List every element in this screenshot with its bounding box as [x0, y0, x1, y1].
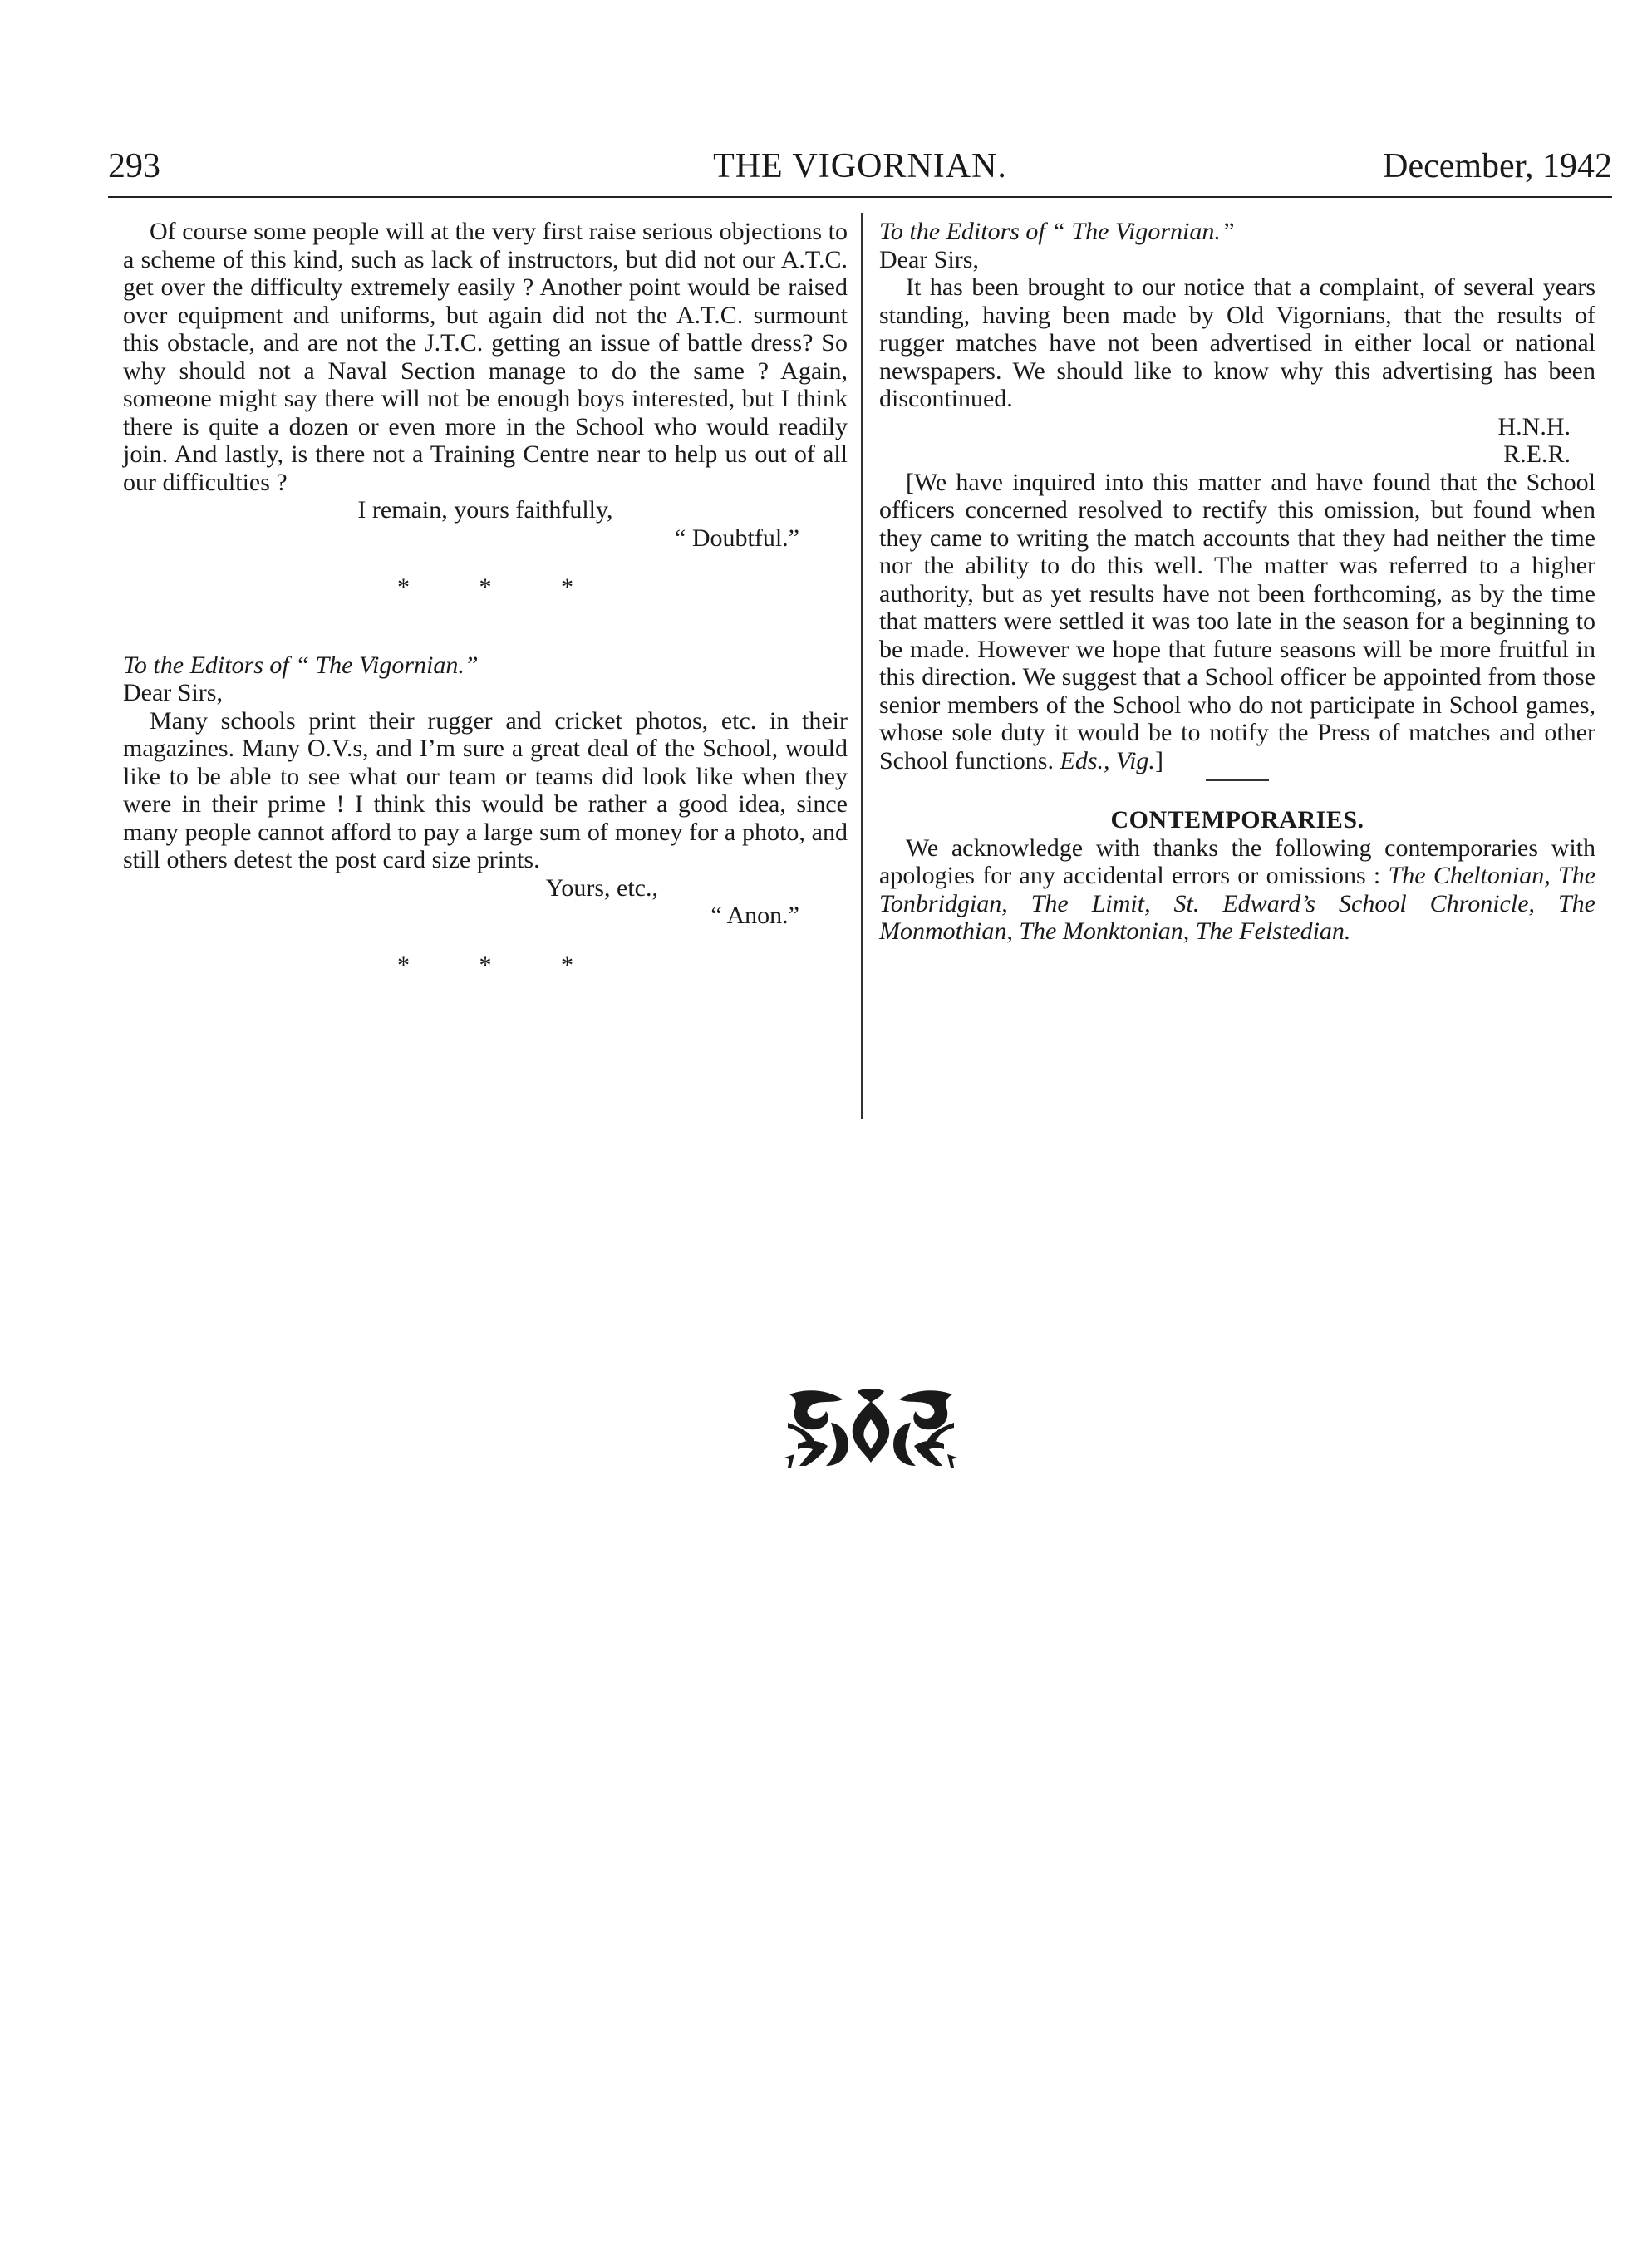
contemporaries-intro: We acknowledge with thanks the following contemporaries with apologies for any accidental errors or omissions :: [879, 833, 1595, 889]
letter-anon-address: To the Editors of “ The Vigornian.”: [123, 651, 479, 679]
column-divider: [861, 213, 863, 1119]
page-number: 293: [108, 147, 160, 185]
letter-doubtful-signature: “ Doubtful.”: [675, 524, 799, 552]
letter-doubtful-closing: I remain, yours faithfully,: [357, 496, 613, 524]
tailpiece-ornament-icon: [781, 1386, 961, 1469]
letter-anon-closing: Yours, etc.,: [545, 873, 658, 902]
header-rule: [108, 196, 1612, 198]
page-header: [108, 143, 1612, 189]
contemporaries-heading: CONTEMPORARIES.: [1110, 806, 1364, 833]
separator-asterisks: * * *: [397, 573, 605, 601]
editors-reply-signoff: Eds., Vig.: [1060, 746, 1155, 774]
contemporaries-list: The Cheltonian, The Tonbridgian, The Limit, St. Edward’s School Chronicle, The Monmothian, The Monktonian, The Felstedian.: [879, 862, 1596, 945]
letter-advertising-address: To the Editors of “ The Vigornian.”: [879, 218, 1235, 245]
letter-anon-signature: “ Anon.”: [710, 902, 799, 929]
issue-date: December, 1942: [1383, 147, 1612, 185]
letter-advertising-signature: R.E.R.: [1503, 440, 1571, 468]
letter-doubtful-body: Of course some people will at the very first raise serious objections to a scheme of this kind, such as lack of instructors, but did not our A.T.C. get over the difficulty extremely easily ? Another point would be raised over equipment and uniforms, but again did not the A.T.C. surmount this obstacle, and are not the J.T.C. getting an issue of battle dress? So why should not a Naval Section manage to do the same ? Again, someone might say there will not be enough boys interested, but I think there is quite a dozen or even more in the School who would readily join. And lastly, is there not a Training Centre near to help us out of all our difficulties ?: [123, 218, 848, 496]
right-column: [879, 218, 1595, 946]
separator-asterisks: * * *: [397, 951, 605, 979]
letter-advertising-salutation: Dear Sirs,: [879, 245, 979, 273]
editors-reply-text: [We have inquired into this matter and have found that the School officers concerned resolved to rectify this omission, but found when they came to writing the match accounts that they had neither the time nor the ability to do this well. The matter was referred to a higher authority, but as yet results have not been forthcoming, as by the time that matters were settled it was too late in the season for a beginning to be made. However we hope that future seasons will be more fruitful in this direction. We suggest that a School officer be appointed from those senior members of the School who do not participate in School games, whose sole duty it would be to notify the Press of matches and other School functions.: [879, 468, 1595, 774]
letter-advertising-signature: H.N.H.: [1497, 412, 1571, 440]
section-rule: [1206, 779, 1269, 781]
left-column: [123, 218, 848, 979]
letter-anon-body: Many schools print their rugger and cricket photos, etc. in their magazines. Many O.V.s, and I’m sure a great deal of the School, would like to be able to see what our team or teams did look like when they were in their prime ! I think this would be rather a good idea, since many people cannot afford to pay a large sum of money for a photo, and still others detest the post card size prints.: [123, 706, 848, 873]
contemporaries-text: [879, 834, 1595, 946]
editors-reply-bracket: ]: [1154, 746, 1163, 774]
letter-anon-salutation: Dear Sirs,: [123, 679, 223, 706]
editors-reply: [879, 469, 1595, 775]
publication-title: THE VIGORNIAN.: [713, 147, 1007, 185]
letter-advertising-body: It has been brought to our notice that a complaint, of several years standing, having been made by Old Vigornians, that the results of rugger matches have not been advertised in either local or national newspapers. We should like to know why this advertising has been discontinued.: [879, 273, 1595, 412]
